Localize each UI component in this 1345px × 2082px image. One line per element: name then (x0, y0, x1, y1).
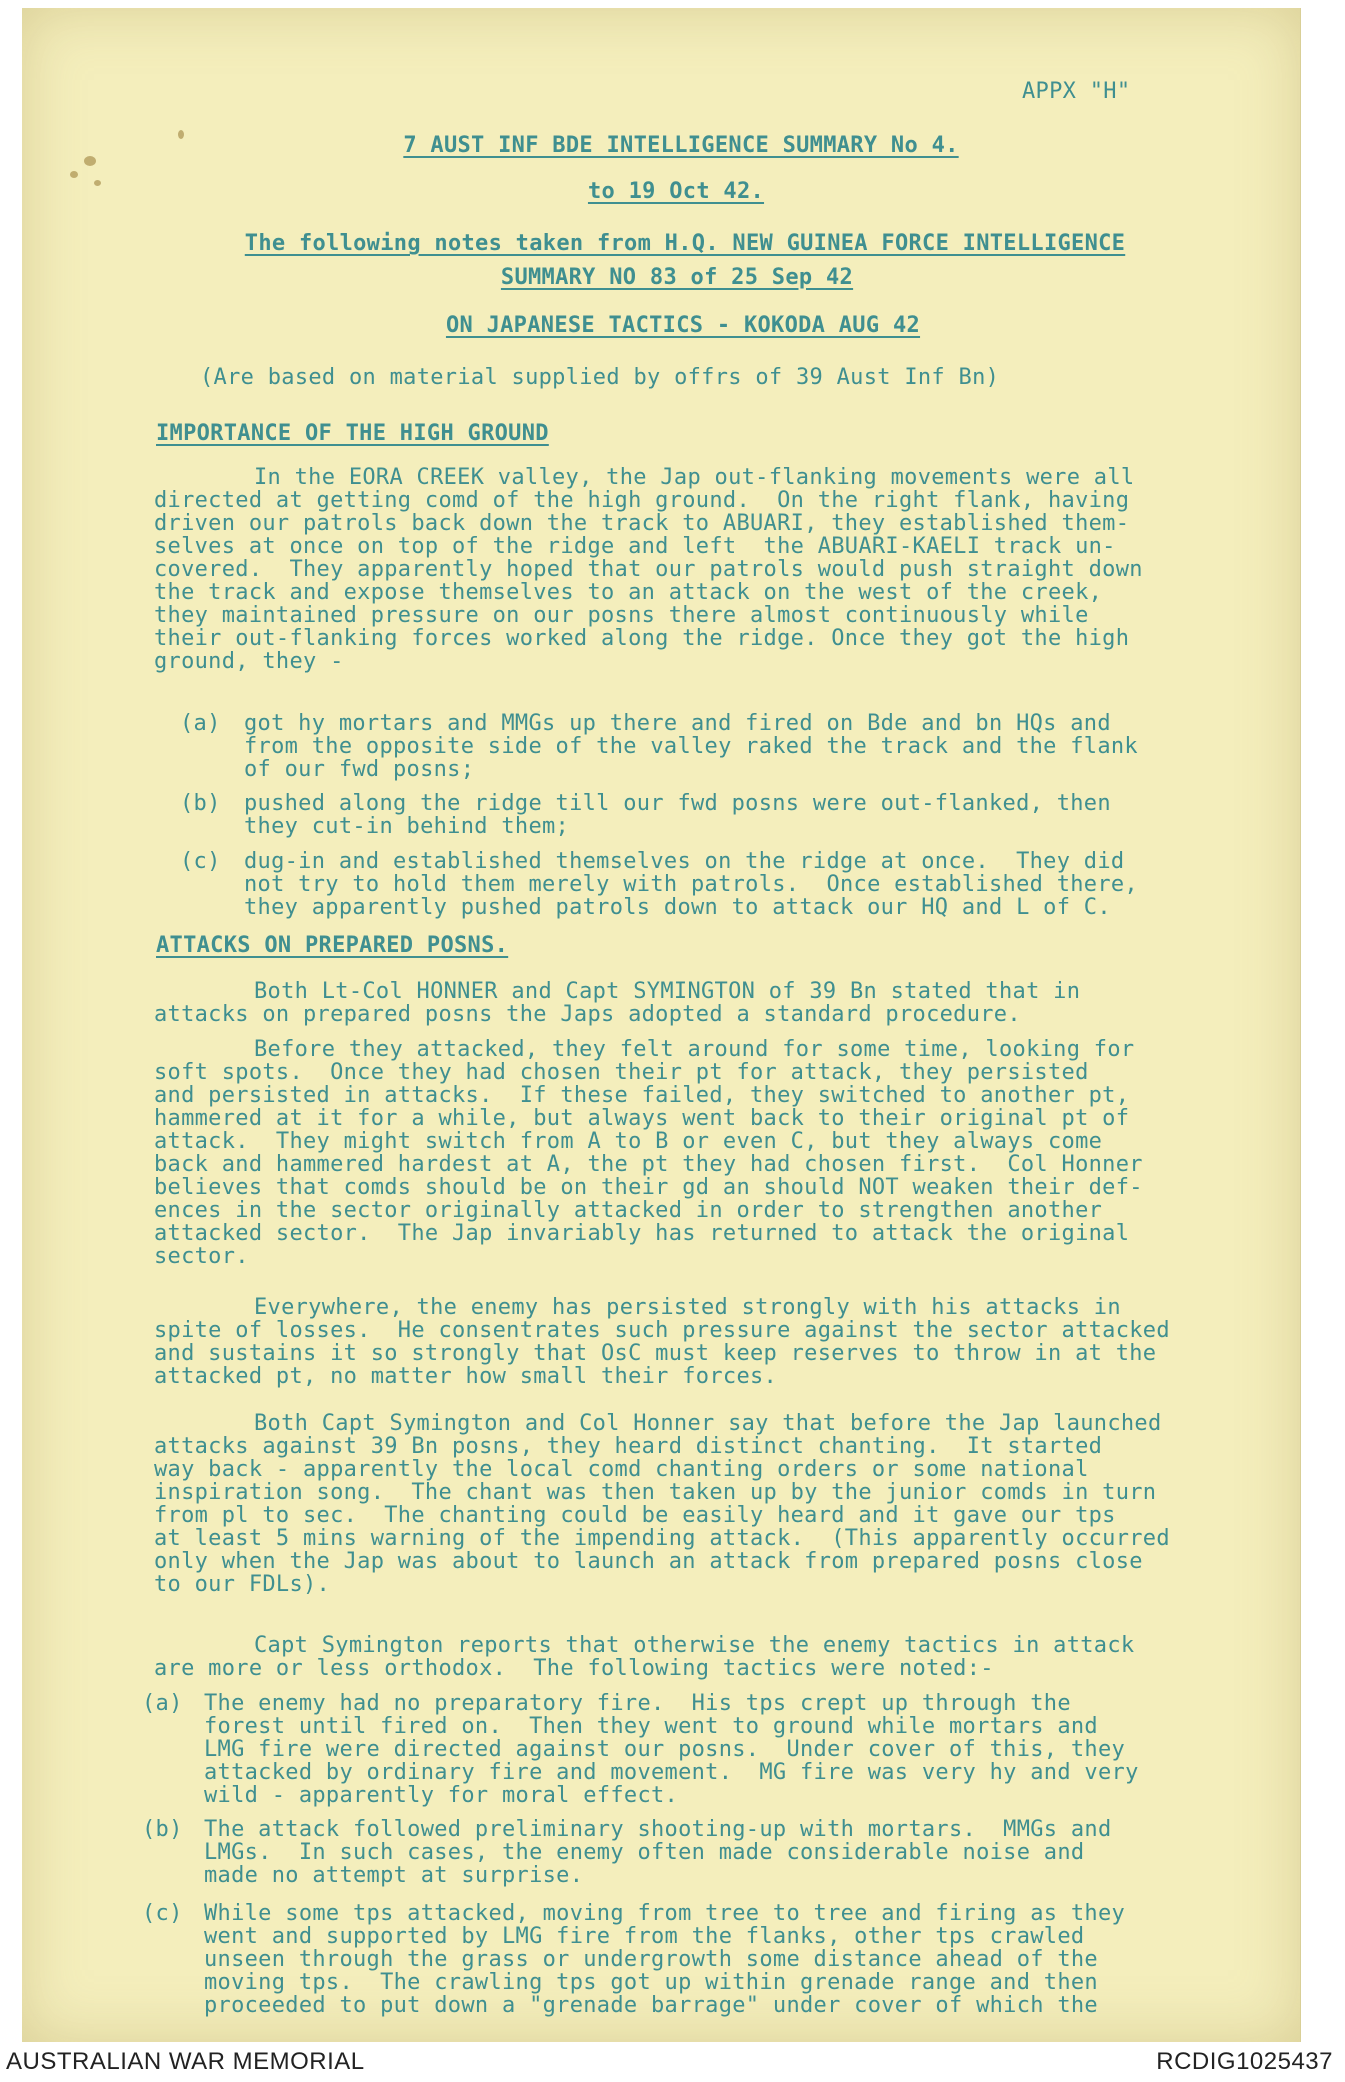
text-line: ground, they - (154, 649, 344, 674)
text-line: spite of losses. He consentrates such pressure against the sector attacked (154, 1318, 1170, 1343)
text-line: Capt Symington reports that otherwise the enemy tactics in attack (254, 1633, 1135, 1658)
list-item-line: wild - apparently for moral effect. (204, 1783, 679, 1808)
text-line: attacked sector. The Jap invariably has returned to attack the original (154, 1221, 1130, 1246)
text-line: attacks on prepared posns the Japs adopted a standard procedure. (154, 1002, 1021, 1027)
list-item-line: LMG fire were directed against our posns. Under cover of this, they (204, 1737, 1126, 1762)
basis-note: (Are based on material supplied by offrs of 39 Aust Inf Bn) (200, 365, 1000, 390)
text-line: Everywhere, the enemy has persisted strongly with his attacks in (254, 1295, 1121, 1320)
text-line: the track and expose themselves to an attack on the west of the creek, (154, 580, 1103, 605)
source-note-line2: SUMMARY NO 83 of 25 Sep 42 (500, 265, 854, 290)
text-line: at least 5 mins warning of the impending attack. (This apparently occurred (154, 1526, 1170, 1551)
text-line: attacks against 39 Bn posns, they heard distinct chanting. It started (154, 1434, 1103, 1459)
text-line: Both Lt-Col HONNER and Capt SYMINGTON of 39 Bn stated that in (254, 979, 1081, 1004)
list-item-line: proceeded to put down a "grenade barrage" under cover of which the (204, 1993, 1098, 2018)
list-item-line: they apparently pushed patrols down to attack our HQ and L of C. (244, 895, 1111, 920)
list-item-line: While some tps attacked, moving from tree to tree and firing as they (204, 1901, 1126, 1926)
list-item-line: dug-in and established themselves on the ridge at once. They did (244, 849, 1125, 874)
text-line: inspiration song. The chant was then taken up by the junior comds in turn (154, 1480, 1157, 1505)
list-item-line: they cut-in behind them; (244, 814, 570, 839)
list-item-line: made no attempt at surprise. (204, 1863, 584, 1888)
text-line: hammered at it for a while, but always went back to their original pt of (154, 1106, 1130, 1131)
text-line: and sustains it so strongly that OsC must keep reserves to throw in at the (154, 1341, 1157, 1366)
list-item-label: (a) (180, 711, 221, 736)
archive-reference: RCDIG1025437 (1156, 2048, 1333, 2075)
text-line: from pl to sec. The chanting could be easily heard and it gave our tps (154, 1503, 1116, 1528)
text-line: only when the Jap was about to launch an attack from prepared posns close (154, 1549, 1143, 1574)
list-item-line: got hy mortars and MMGs up there and fired on Bde and bn HQs and (244, 711, 1111, 736)
document-page (22, 8, 1301, 2042)
list-item-line: forest until fired on. Then they went to ground while mortars and (204, 1714, 1098, 1739)
text-line: In the EORA CREEK valley, the Jap out-flanking movements were all (254, 465, 1135, 490)
text-line: are more or less orthodox. The following tactics were noted:- (154, 1656, 994, 1681)
list-item-line: The enemy had no preparatory fire. His tps crept up through the (204, 1691, 1071, 1716)
source-note-line1: The following notes taken from H.Q. NEW GUINEA FORCE INTELLIGENCE (244, 231, 1126, 256)
text-line: attacked pt, no matter how small their forces. (154, 1364, 778, 1389)
text-line: ences in the sector originally attacked in order to strengthen another (154, 1198, 1103, 1223)
list-item-line: not try to hold them merely with patrols. Once established there, (244, 872, 1138, 897)
list-item-line: of our fwd posns; (244, 757, 475, 782)
list-item-label: (c) (142, 1901, 183, 1926)
text-line: selves at once on top of the ridge and left the ABUARI-KAELI track un- (154, 534, 1116, 559)
summary-title: 7 AUST INF BDE INTELLIGENCE SUMMARY No 4. (403, 133, 959, 158)
list-item-line: The attack followed preliminary shooting-up with mortars. MMGs and (204, 1817, 1112, 1842)
text-line: to our FDLs). (154, 1572, 331, 1597)
text-line: Before they attacked, they felt around for some time, looking for (254, 1037, 1135, 1062)
text-line: covered. They apparently hoped that our patrols would push straight down (154, 557, 1143, 582)
text-line: sector. (154, 1244, 249, 1269)
text-line: driven our patrols back down the track to ABUARI, they established them- (154, 511, 1130, 536)
text-line: attack. They might switch from A to B or even C, but they always come (154, 1129, 1103, 1154)
list-item-label: (b) (142, 1817, 183, 1842)
list-item-line: pushed along the ridge till our fwd posns were out-flanked, then (244, 791, 1111, 816)
text-line: their out-flanking forces worked along the ridge. Once they got the high (154, 626, 1130, 651)
list-item-line: went and supported by LMG fire from the flanks, other tps crawled (204, 1924, 1085, 1949)
list-item-label: (c) (180, 849, 221, 874)
list-item-line: from the opposite side of the valley raked the track and the flank (244, 734, 1138, 759)
text-line: they maintained pressure on our posns there almost continuously while (154, 603, 1089, 628)
text-line: Both Capt Symington and Col Honner say that before the Jap launched (254, 1411, 1162, 1436)
section-heading-high-ground: IMPORTANCE OF THE HIGH GROUND (156, 421, 549, 446)
text-line: way back - apparently the local comd chanting orders or some national (154, 1457, 1089, 1482)
text-line: directed at getting comd of the high ground. On the right flank, having (154, 488, 1130, 513)
summary-date: to 19 Oct 42. (587, 179, 765, 204)
text-line: and persisted in attacks. If these failed, they switched to another pt, (154, 1083, 1130, 1108)
list-item-line: LMGs. In such cases, the enemy often made considerable noise and (204, 1840, 1085, 1865)
list-item-label: (b) (180, 791, 221, 816)
appendix-label: APPX "H" (1022, 79, 1131, 104)
text-line: back and hammered hardest at A, the pt they had chosen first. Col Honner (154, 1152, 1143, 1177)
archive-credit: AUSTRALIAN WAR MEMORIAL (6, 2048, 365, 2075)
list-item-line: attacked by ordinary fire and movement. MG fire was very hy and very (204, 1760, 1139, 1785)
topic-title: ON JAPANESE TACTICS - KOKODA AUG 42 (445, 313, 921, 338)
section-heading-prepared-posns: ATTACKS ON PREPARED POSNS. (156, 933, 509, 958)
text-line: believes that comds should be on their gd an should NOT weaken their def- (154, 1175, 1143, 1200)
text-line: soft spots. Once they had chosen their pt for attack, they persisted (154, 1060, 1089, 1085)
list-item-line: unseen through the grass or undergrowth some distance ahead of the (204, 1947, 1098, 1972)
list-item-label: (a) (142, 1691, 183, 1716)
stain-mark (70, 171, 78, 178)
list-item-line: moving tps. The crawling tps got up within grenade range and then (204, 1970, 1098, 1995)
